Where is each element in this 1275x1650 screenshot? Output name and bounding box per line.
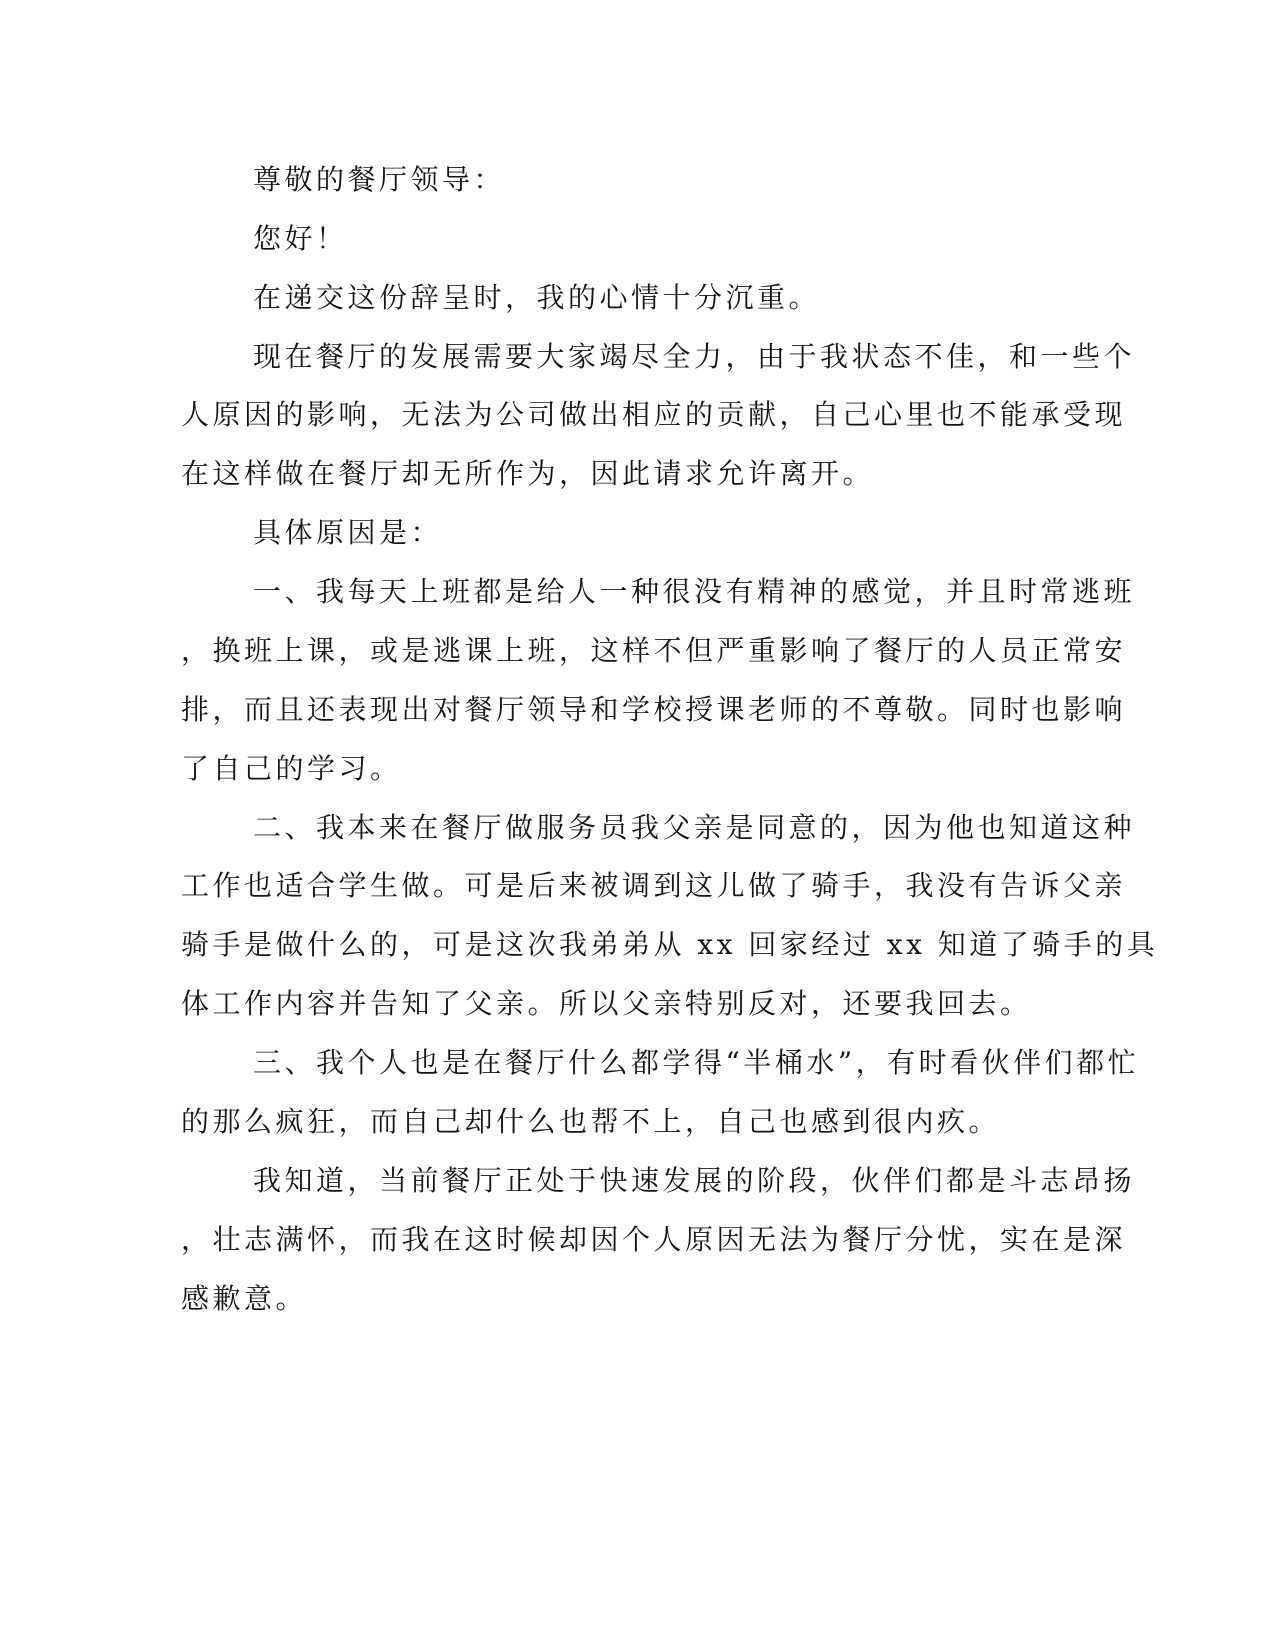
greeting: 您好！ (253, 222, 348, 255)
reason-1-line: 一、我每天上班都是给人一种很没有精神的感觉，并且时常逃班 (253, 575, 1136, 608)
closing-line: 我知道，当前餐厅正处于快速发展的阶段，伙伴们都是斗志昂扬 (253, 1164, 1136, 1197)
reasons-heading: 具体原因是： (253, 516, 443, 549)
paragraph-line: 人原因的影响，无法为公司做出相应的贡献，自己心里也不能承受现 (181, 398, 1127, 431)
reason-3-line: 三、我个人也是在餐厅什么都学得“半桶水”，有时看伙伴们都忙 (253, 1046, 1140, 1079)
reason-1-line: 排，而且还表现出对餐厅领导和学校授课老师的不尊敬。同时也影响 (181, 693, 1127, 726)
reason-2-line: 二、我本来在餐厅做服务员我父亲是同意的，因为他也知道这种 (253, 811, 1136, 844)
closing-line: ，壮志满怀，而我在这时候却因个人原因无法为餐厅分忧，实在是深 (181, 1223, 1127, 1256)
paragraph-opening: 在递交这份辞呈时，我的心情十分沉重。 (253, 281, 821, 314)
reason-3-line: 的那么疯狂，而自己却什么也帮不上，自己也感到很内疚。 (181, 1105, 1001, 1138)
reason-2-line: 工作也适合学生做。可是后来被调到这儿做了骑手，我没有告诉父亲 (181, 869, 1127, 902)
reason-2-line: 体工作内容并告知了父亲。所以父亲特别反对，还要我回去。 (181, 987, 1032, 1020)
salutation: 尊敬的餐厅领导： (253, 163, 506, 196)
reason-1-line: 了自己的学习。 (181, 752, 402, 785)
reason-2-line: 骑手是做什么的，可是这次我弟弟从 xx 回家经过 xx 知道了骑手的具 (181, 928, 1159, 961)
closing-line: 感歉意。 (181, 1282, 308, 1315)
paragraph-line: 在这样做在餐厅却无所作为，因此请求允许离开。 (181, 457, 875, 490)
reason-1-line: ，换班上课，或是逃课上班，这样不但严重影响了餐厅的人员正常安 (181, 634, 1127, 667)
paragraph-line: 现在餐厅的发展需要大家竭尽全力，由于我状态不佳，和一些个 (253, 340, 1136, 373)
